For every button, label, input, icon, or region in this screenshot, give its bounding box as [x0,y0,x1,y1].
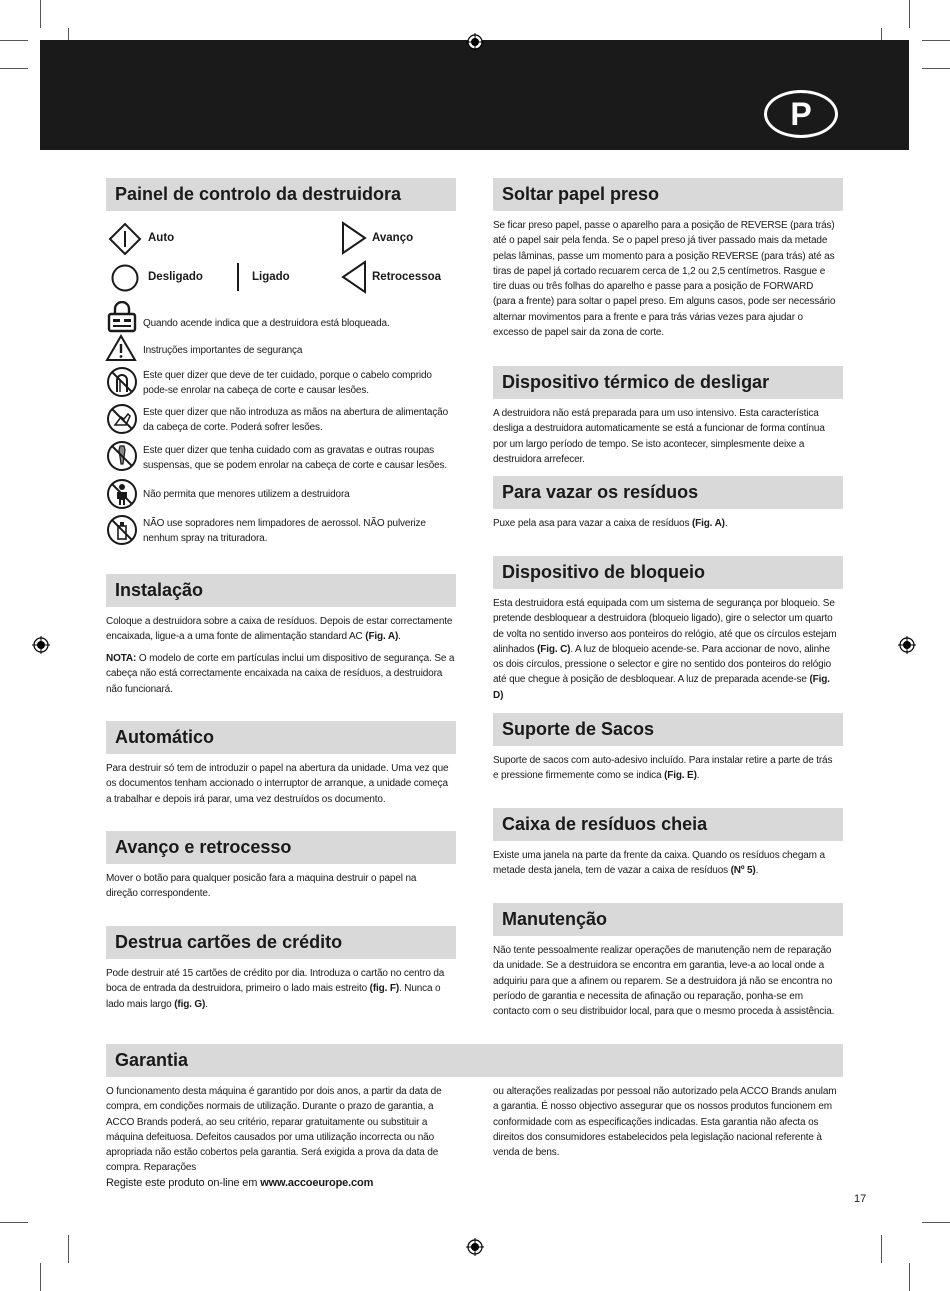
safety-text-lock: Quando acende indica que a destruidora está bloqueada. [143,318,390,329]
bin-full-paragraph: Existe uma janela na parte da frente da caixa. Quando os resíduos chegam a metade desta janela, tem de vazar a caixa de resíduos [493,850,825,877]
register-link[interactable]: www.accoeurope.com [260,1177,374,1189]
empty-bin-text: Puxe pela asa para vazar a caixa de resíduos (Fig. A). [493,518,728,529]
on-icon [237,263,239,291]
auto-icon [108,222,142,256]
section-title-lock: Dispositivo de bloqueio [493,556,843,589]
installation-paragraph: Coloque a destruidora sobre a caixa de resíduos. Depois de estar correctamente encaixada, ligue-a a uma fonte de alimentação standard AC [106,616,453,643]
section-title-warranty: Garantia [106,1044,843,1077]
no-spray-icon [106,514,138,546]
empty-bin-paragraph: Puxe pela asa para vazar a caixa de resíduos [493,518,690,529]
figure-ref: (Nº 5) [730,865,756,877]
crop-mark [881,1235,882,1263]
bag-holder-text: Suporte de sacos com auto-adesivo incluído. Para instalar retire a parte de trás e pressione firmemente como se indica (Fig. E). [493,755,833,782]
register-line [106,1176,506,1191]
forward-reverse-text: Mover o botão para qualquer posicão fara a maquina destruir o papel na direção correspondente. [106,873,417,900]
crop-mark [40,1263,41,1291]
crop-mark [909,1263,910,1291]
off-icon [110,263,140,293]
registration-mark-icon [466,33,484,51]
no-children-icon [106,478,138,510]
warning-icon [105,334,137,362]
maintenance-text: Não tente pessoalmente realizar operações de manutenção nem de reparação da unidade. Se a destruidora se encontra em garantia, leve-a ao local onde a adquiriu para que a afinem ou reparem. Se a destruidora já não se encontra no período de garantia e necessita de afinação ou reparação, ponha-se em contacto com o seu distribuidor local, para que o mesmo proceda à assistência. [493,945,835,1018]
thermal-text: A destruidora não está preparada para um uso intensivo. Esta característica desliga a destruidora automaticamente se está a funcionar de forma contínua por um largo período de tempo. Se isto acontecer, simplesmente deixe a destruidora arrefecer. [493,408,825,465]
section-title-credit-cards: Destrua cartões de crédito [106,926,456,959]
figure-ref: (Fig. E) [664,770,697,782]
section-title-maintenance: Manutenção [493,903,843,936]
section-title-installation: Instalação [106,574,456,607]
crop-mark [68,1235,69,1263]
crop-mark [40,0,41,28]
warranty-text-right: ou alterações realizadas por pessoal não autorizado pela ACCO Brands anulam a garantia. É nosso objectivo assegurar que os nossos produtos funcionem em conformidade com as especificações indicadas. Esta garantia não afecta os direitos dos consumidores estabelecidos pela legislação nacional referente à venda de bens. [493,1086,837,1159]
hair-warning-icon [106,366,138,398]
section-title-control-panel: Painel de controlo da destruidora [106,178,456,211]
installation-text: Coloque a destruidora sobre a caixa de resíduos. Depois de estar correctamente encaixada, ligue-a a uma fonte de alimentação standard AC (Fig. A). [106,616,453,643]
lock-icon [107,301,137,333]
section-title-thermal: Dispositivo térmico de desligar [493,366,843,399]
figure-ref: (fig. G) [174,998,206,1010]
reverse-label: Retrocessoa [372,271,442,283]
forward-icon [340,220,368,256]
off-label: Desligado [148,271,203,283]
crop-mark [909,0,910,28]
credit-cards-paragraph: Pode destruir até 15 cartões de crédito por dia. Introduza o cartão no centro da boca de entrada da destruidora, primeiro o lado mais estreito [106,968,445,995]
crop-mark [922,40,950,41]
registration-mark-icon [32,636,50,654]
paper-jam-text: Se ficar preso papel, passe o aparelho para a posição de REVERSE (para trás) até o papel sair pela fenda. Se o papel preso já tiver passado mais da metade pelas lâminas, passe um momento para a posição REVERSE (para trás) até as tiras de papel já cortado recuarem cerca de 1,2 ou 2,5 centímetros. Rasgue e tire duas ou três folhas do aparelho e passe para a posição de FORWARD (para a frente) para soltar o papel preso. Em alguns casos, pode ser necessário alternar movimentos para a frente e para trás várias vezes para ajudar o excesso de papel sair da zona de corte. [493,220,836,339]
lock-paragraph: Esta destruidora está equipada com um sistema de segurança por bloqueio. Se pretende desbloquear a destruidora (bloqueio ligado), gire o selector um quarto de volta no sentido inverso aos ponteiros do relógio, até que os círculos estejam alinhados [493,598,837,655]
safety-text-warning: Instruções importantes de segurança [143,345,303,356]
page-number: 17 [854,1193,867,1205]
crop-mark [922,1222,950,1223]
register-text: Registe este produto on-line em [106,1177,258,1189]
on-label: Ligado [252,271,290,283]
section-title-bag-holder: Suporte de Sacos [493,713,843,746]
section-title-automatic: Automático [106,721,456,754]
safety-text-tie: Este quer dizer que tenha cuidado com as gravatas e outras roupas suspensas, que se podem enrolar na cabeça de corte e causar lesões. [143,445,448,471]
credit-cards-text: Pode destruir até 15 cartões de crédito por dia. Introduza o cartão no centro da boca de entrada da destruidora, primeiro o lado mais estreito (fig. F). Nunca o lado mais largo (fig. G). [106,968,445,1010]
bag-holder-paragraph: Suporte de sacos com auto-adesivo incluído. Para instalar retire a parte de trás e pressione firmemente como se indica [493,755,833,782]
installation-note [106,651,456,697]
reverse-icon [340,259,368,295]
figure-ref: (Fig. C) [537,643,571,655]
section-title-bin-full: Caixa de resíduos cheia [493,808,843,841]
note-label: NOTA: [106,653,137,664]
section-title-paper-jam: Soltar papel preso [493,178,843,211]
registration-mark-icon [466,1238,484,1256]
hand-warning-icon [106,403,138,435]
credit-cards-paragraph-cont: . Nunca o lado mais largo [106,983,441,1010]
figure-ref: (Fig. A) [691,518,725,529]
safety-text-hand: Este quer dizer que não introduza as mãos na abertura de alimentação da cabeça de corte. Poderá sofrer lesões. [143,407,448,433]
lock-text [493,596,838,703]
lock-paragraph-cont: . A luz de bloqueio acende-se. Para accionar de novo, alinhe os dois círculos, pressione o selector e gire no sentido dos ponteiros do relógio até que chegue à posição de desbloquear. A luz de preparada acende-se [493,643,832,686]
forward-label: Avanço [372,232,414,244]
bin-full-text: Existe uma janela na parte da frente da caixa. Quando os resíduos chegam a metade desta janela, tem de vazar a caixa de resíduos (Nº 5). [493,850,825,877]
crop-mark [0,68,28,69]
section-title-empty-bin: Para vazar os resíduos [493,476,843,509]
figure-ref: (fig. F) [369,983,399,995]
figure-ref: (Fig. A) [365,631,399,643]
crop-mark [922,68,950,69]
crop-mark [0,1222,28,1223]
language-badge: P [764,90,838,138]
safety-text-hair: Este quer dizer que deve de ter cuidado, porque o cabelo comprido pode-se enrolar na cabeça de corte e causar lesões. [143,370,432,396]
warranty-text-left: O funcionamento desta máquina é garantido por dois anos, a partir da data de compra, em condições normais de utilização. Durante o prazo de garantia, a ACCO Brands poderá, ao seu critério, reparar gratuitamente ou substituir a máquina defeituosa. Defeitos causados por uma utilização incorrecta ou não apropriada não estão cobertos pela garantia. Será exigida a prova da data de compra. Reparações [106,1086,442,1174]
safety-text-children: Não permita que menores utilizem a destruidora [143,489,350,500]
automatic-text: Para destruir só tem de introduzir o papel na abertura da unidade. Uma vez que os documentos tenham accionado o interruptor de arranque, a unidade começa a trabalhar e depois irá parar, uma vez destruídos os documento. [106,763,449,805]
auto-label: Auto [148,232,175,244]
figure-ref: (Fig. D) [493,674,830,701]
crop-mark [0,40,28,41]
tie-warning-icon [106,440,138,472]
safety-text-spray: NÃO use sopradores nem limpadores de aerossol. NÃO pulverize nenhum spray na trituradora. [143,518,426,544]
registration-mark-icon [898,636,916,654]
section-title-forward-reverse: Avanço e retrocesso [106,831,456,864]
note-text: O modelo de corte em partículas inclui um dispositivo de segurança. Se a cabeça não está correctamente encaixada na caixa de resíduos, a destruidora não funcionará. [106,653,455,695]
